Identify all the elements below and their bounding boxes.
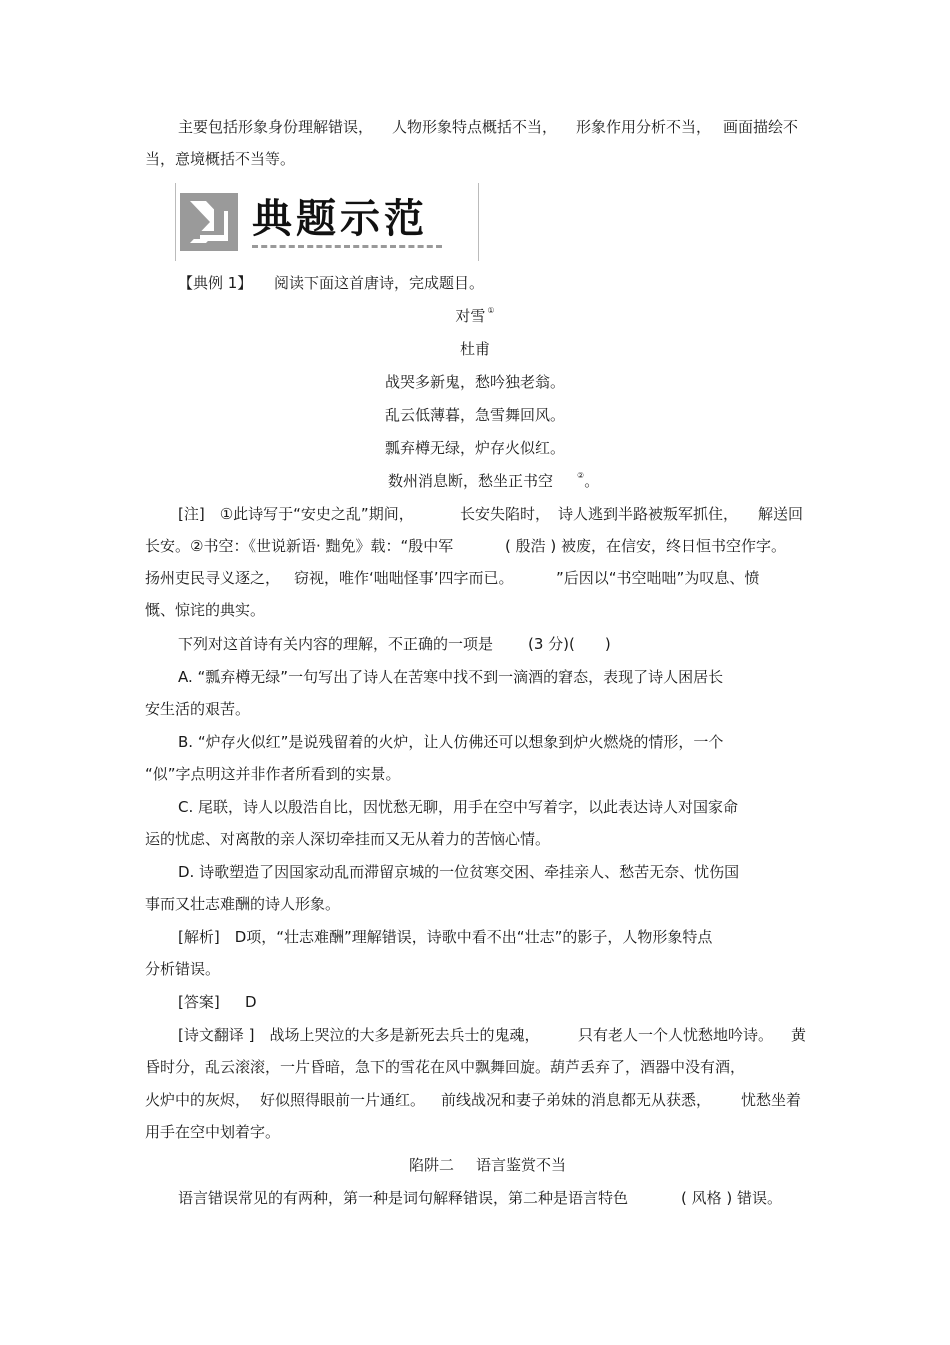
- intro-line-2: [145, 149, 295, 169]
- closing-text: 语言错误常见的有两种，第一种是词句解释错误，第二种是语言特色: [178, 1189, 629, 1207]
- note-text: 慨、惊诧的典实。: [145, 601, 266, 619]
- option-a-cont: 安生活的艰苦。: [145, 700, 251, 718]
- option-b-cont: “似”字点明这并非作者所看到的实景。: [145, 765, 401, 783]
- analysis-text: [解析] D项，“壮志难酬”理解错误，诗歌中看不出“壮志”的影子，人物形象特点: [178, 928, 713, 946]
- translation-text: 前线战况和妻子弟妹的消息都无从获悉，: [441, 1091, 712, 1109]
- poem-title-text: 对雪: [455, 307, 486, 325]
- translation-text: 只有老人一个人忧愁地吟诗。: [578, 1026, 774, 1044]
- option-c-cont: 运的忧虑、对离散的亲人深切牵挂而又无从着力的苦恼心情。: [145, 830, 551, 848]
- translation-text: 火炉中的灰烬，: [145, 1091, 251, 1109]
- note-text: [注] ①此诗写于“安史之乱”期间，: [178, 505, 414, 523]
- question-stem: 下列对这首诗有关内容的理解，不正确的一项是: [178, 635, 494, 653]
- translation-text: [诗文翻译 ] 战场上哭泣的大多是新死去兵士的鬼魂，: [178, 1026, 540, 1044]
- option-b: B. “炉存火似红”是说残留着的火炉，让人仿佛还可以想象到炉火燃烧的情形，一个: [178, 733, 724, 751]
- poem-line: 战哭多新鬼，愁吟独老翁。: [384, 373, 565, 391]
- intro-line-1b: [392, 117, 557, 137]
- note-text: ”后因以“书空咄咄”为叹息、愤: [556, 569, 760, 587]
- poem-author: 杜甫: [459, 340, 490, 358]
- note-text: 诗人逃到半路被叛军抓住，: [558, 505, 739, 523]
- intro-text: 当，意境概括不当等。: [145, 150, 296, 168]
- translation-text: 黄: [791, 1026, 807, 1044]
- option-a: A. “瓢弃樽无绿”一句写出了诗人在苦寒中找不到一滴酒的窘态，表现了诗人困居长: [178, 668, 724, 686]
- intro-text: 画面描绘不: [723, 118, 799, 136]
- section-banner: [175, 183, 479, 261]
- translation-text: 好似照得眼前一片通红。: [260, 1091, 426, 1109]
- intro-line-1c: [576, 117, 711, 137]
- banner-divider: [252, 245, 442, 248]
- poem-line: 乱云低薄暮，急雪舞回风。: [384, 406, 565, 424]
- intro-line-1: [178, 117, 373, 137]
- example-prompt: 阅读下面这首唐诗，完成题目。: [274, 274, 485, 292]
- note-text: 长安。②书空：《世说新语· 黜免》载：“殷中军: [145, 537, 454, 555]
- section-title: 语言鉴赏不当: [476, 1156, 567, 1174]
- footnote-marker: ①: [487, 306, 495, 315]
- closing-text: ( 风格 ) 错误。: [681, 1189, 783, 1207]
- intro-text: 人物形象特点概括不当，: [392, 118, 558, 136]
- intro-text: 主要包括形象身份理解错误，: [178, 118, 374, 136]
- poem-line-text: 数州消息断，愁坐正书空: [388, 472, 554, 490]
- banner-title: 典题示范: [252, 196, 428, 242]
- option-c: C. 尾联，诗人以殷浩自比，因忧愁无聊，用手在空中写着字，以此表达诗人对国家命: [178, 798, 739, 816]
- question-score: (3 分)( ): [528, 635, 611, 653]
- footnote-marker: ②: [577, 471, 585, 480]
- poem-line: 瓢弃樽无绿，炉存火似红。: [384, 439, 565, 457]
- section-label: 陷阱二: [409, 1156, 455, 1174]
- double-arrow-icon: [180, 193, 238, 251]
- note-text: 窃视，唯作‘咄咄怪事’四字而已。: [294, 569, 514, 587]
- poem-title: [0, 306, 950, 326]
- note-text: ( 殷浩 ) 被废，在信安，终日恒书空作字。: [505, 537, 787, 555]
- option-d: D. 诗歌塑造了因国家动乱而滞留京城的一位贫寒交困、牵挂亲人、愁苦无奈、忧伤国: [178, 863, 740, 881]
- note-text: 扬州吏民寻义逐之，: [145, 569, 281, 587]
- answer-label: [答案]: [178, 993, 220, 1011]
- answer-value: D: [245, 993, 257, 1011]
- note-text: 长安失陷时，: [460, 505, 551, 523]
- poem-line-end: 。: [584, 472, 600, 490]
- intro-line-1d: [723, 117, 798, 137]
- intro-text: 形象作用分析不当，: [576, 118, 712, 136]
- note-text: 解送回: [758, 505, 804, 523]
- analysis-text: 分析错误。: [145, 960, 221, 978]
- translation-text: 用手在空中划着字。: [145, 1123, 281, 1141]
- option-d-cont: 事而又壮志难酬的诗人形象。: [145, 895, 341, 913]
- poem-line: [388, 471, 599, 491]
- example-label: 【典例 1】: [178, 274, 253, 292]
- translation-text: 忧愁坐着: [741, 1091, 802, 1109]
- translation-text: 昏时分，乱云滚滚，一片昏暗，急下的雪花在风中飘舞回旋。葫芦丢弃了，酒器中没有酒，: [145, 1058, 746, 1076]
